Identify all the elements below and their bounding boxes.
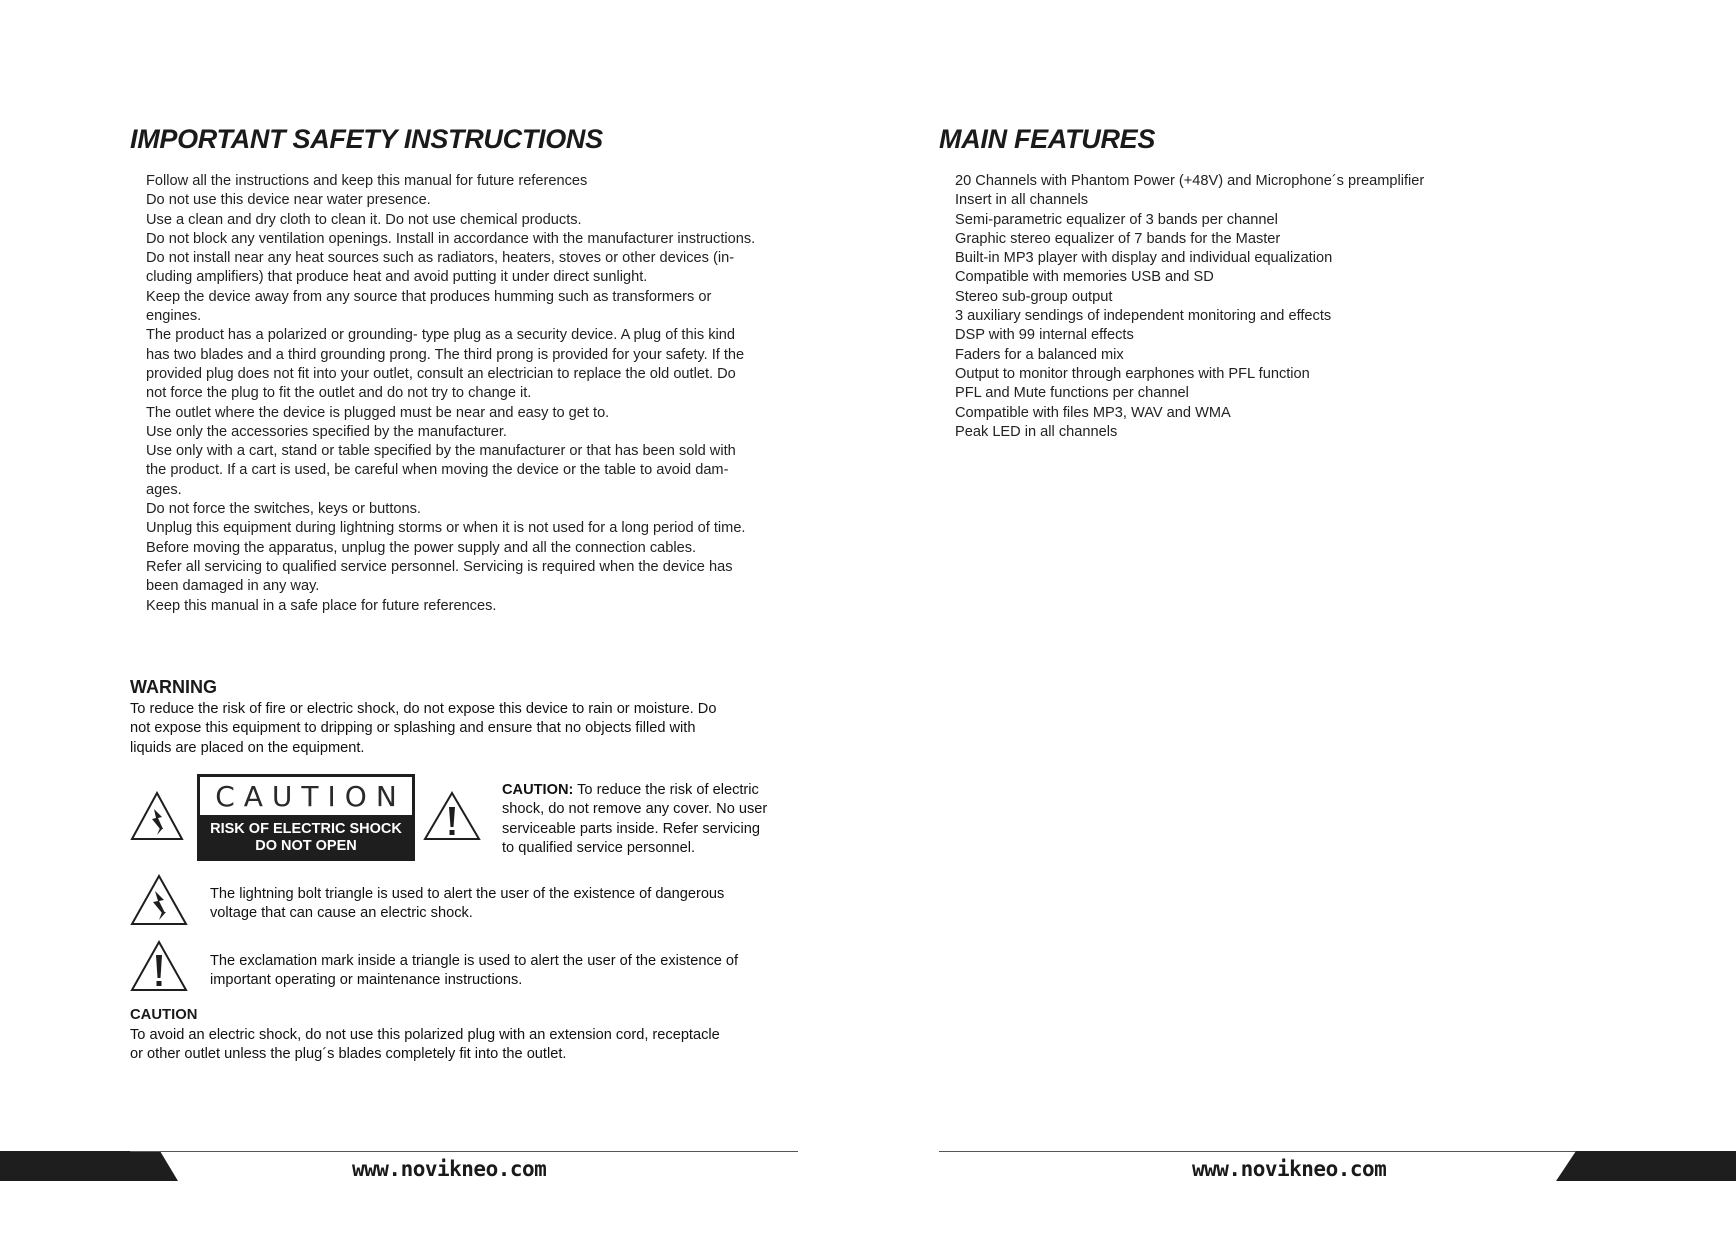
feature-line: Peak LED in all channels <box>955 423 1118 440</box>
safety-title: IMPORTANT SAFETY INSTRUCTIONS <box>130 124 603 154</box>
safety-instruction-line: Use only with a cart, stand or table specified by the manufacturer or that has been sold with <box>146 443 736 460</box>
caution-side-line2: shock, do not remove any cover. No user <box>502 801 768 818</box>
exclamation-description <box>210 952 738 991</box>
feature-line: Output to monitor through earphones with PFL function <box>955 365 1310 382</box>
safety-instruction-line: Follow all the instructions and keep this manual for future references <box>146 173 588 189</box>
caution-title: CAUTION <box>130 1007 198 1023</box>
feature-line: Built-in MP3 player with display and individual equalization <box>955 250 1333 267</box>
lightning-triangle-icon <box>130 791 184 841</box>
safety-instruction-line: cluding amplifiers) that produce heat and avoid putting it under direct sunlight. <box>146 269 648 286</box>
safety-instruction-line: Before moving the apparatus, unplug the power supply and all the connection cables. <box>146 539 697 556</box>
safety-instruction-line: not force the plug to fit the outlet and do not try to change it. <box>146 385 532 402</box>
exclamation-triangle-icon <box>423 791 481 841</box>
safety-instruction-line: Use a clean and dry cloth to clean it. Do not use chemical products. <box>146 211 582 228</box>
safety-instruction-line: has two blades and a third grounding prong. The third prong is provided for your safety. If the <box>146 346 745 363</box>
safety-instruction-line: Keep the device away from any source that produces humming such as transformers or <box>146 288 712 305</box>
lightning-description-line2: voltage that can cause an electric shock. <box>210 905 473 922</box>
footer-url-right[interactable]: www.novikneo.com <box>1192 1157 1387 1181</box>
right-page <box>868 0 1736 1248</box>
feature-line: Graphic stereo equalizer of 7 bands for the Master <box>955 230 1281 247</box>
feature-line: Compatible with memories USB and SD <box>955 269 1214 286</box>
feature-line: Stereo sub-group output <box>955 288 1113 305</box>
safety-instruction-line: Do not install near any heat sources such as radiators, heaters, stoves or other devices (in- <box>146 250 735 267</box>
feature-line: Faders for a balanced mix <box>955 346 1124 363</box>
footer-rule-left <box>130 1151 798 1152</box>
lightning-triangle-icon <box>130 874 188 926</box>
warning-text <box>130 700 716 758</box>
warning-line: not expose this equipment to dripping or splashing and ensure that no objects filled with <box>130 720 696 737</box>
safety-instruction-line: provided plug does not fit into your outlet, consult an electrician to replace the old outlet. Do <box>146 365 736 382</box>
exclamation-description-line1: The exclamation mark inside a triangle is used to alert the user of the existence of <box>210 953 739 969</box>
caution-side-line4: to qualified service personnel. <box>502 839 696 856</box>
feature-line: Compatible with files MP3, WAV and WMA <box>955 404 1231 421</box>
caution-text-line1: To avoid an electric shock, do not use this polarized plug with an extension cord, receptacle <box>130 1027 720 1043</box>
safety-instruction-line: Unplug this equipment during lightning storms or when it is not used for a long period of time. <box>146 520 746 537</box>
warning-line: liquids are placed on the equipment. <box>130 739 365 756</box>
caution-badge-word: CAUTION <box>200 777 412 815</box>
feature-line: DSP with 99 internal effects <box>955 327 1134 344</box>
caution-side-lead: CAUTION: <box>502 782 574 798</box>
caution-badge-line1: RISK OF ELECTRIC SHOCK <box>210 821 402 837</box>
footer-url-left[interactable]: www.novikneo.com <box>352 1157 547 1181</box>
safety-instruction-line: the product. If a cart is used, be careful when moving the device or the table to avoid dam- <box>146 462 729 479</box>
features-title: MAIN FEATURES <box>939 124 1156 154</box>
feature-line: 3 auxiliary sendings of independent monitoring and effects <box>955 308 1332 325</box>
feature-line: 20 Channels with Phantom Power (+48V) and Microphone´s preamplifier <box>955 173 1425 189</box>
footer-band-left <box>0 1151 180 1181</box>
warning-line: To reduce the risk of fire or electric shock, do not expose this device to rain or moisture. Do <box>130 701 717 717</box>
safety-instruction-line: Do not use this device near water presence. <box>146 192 431 209</box>
safety-instruction-line: The product has a polarized or grounding- type plug as a security device. A plug of this kind <box>146 327 735 344</box>
caution-text-line2: or other outlet unless the plug´s blades completely fit into the outlet. <box>130 1046 567 1063</box>
lightning-description <box>210 885 724 924</box>
safety-instruction-line: Keep this manual in a safe place for future references. <box>146 597 497 614</box>
caution-side-text <box>502 781 767 858</box>
feature-line: Semi-parametric equalizer of 3 bands per channel <box>955 211 1278 228</box>
feature-line: Insert in all channels <box>955 192 1089 209</box>
safety-instruction-line: ages. <box>146 481 182 498</box>
safety-instruction-line: Do not force the switches, keys or buttons. <box>146 501 421 518</box>
safety-instructions-list <box>146 172 755 616</box>
caution-side-line3: serviceable parts inside. Refer servicing <box>502 820 760 837</box>
safety-instruction-line: engines. <box>146 308 202 325</box>
lightning-description-line1: The lightning bolt triangle is used to alert the user of the existence of dangerous <box>210 886 725 902</box>
exclamation-triangle-icon <box>130 940 188 992</box>
safety-instruction-line: been damaged in any way. <box>146 578 320 595</box>
safety-instruction-line: The outlet where the device is plugged must be near and easy to get to. <box>146 404 610 421</box>
caution-text <box>130 1026 720 1065</box>
warning-title: WARNING <box>130 677 217 697</box>
safety-instruction-line: Do not block any ventilation openings. Install in accordance with the manufacturer instructions. <box>146 230 756 247</box>
features-list <box>955 172 1424 442</box>
caution-badge-line2: DO NOT OPEN <box>255 838 357 854</box>
footer-band-right <box>1556 1151 1736 1181</box>
safety-instruction-line: Use only the accessories specified by the manufacturer. <box>146 423 507 440</box>
caution-badge <box>197 774 415 861</box>
exclamation-description-line2: important operating or maintenance instructions. <box>210 972 523 989</box>
feature-line: PFL and Mute functions per channel <box>955 385 1189 402</box>
caution-side-line1: To reduce the risk of electric <box>573 782 759 798</box>
safety-instruction-line: Refer all servicing to qualified service personnel. Servicing is required when the device has <box>146 558 733 575</box>
